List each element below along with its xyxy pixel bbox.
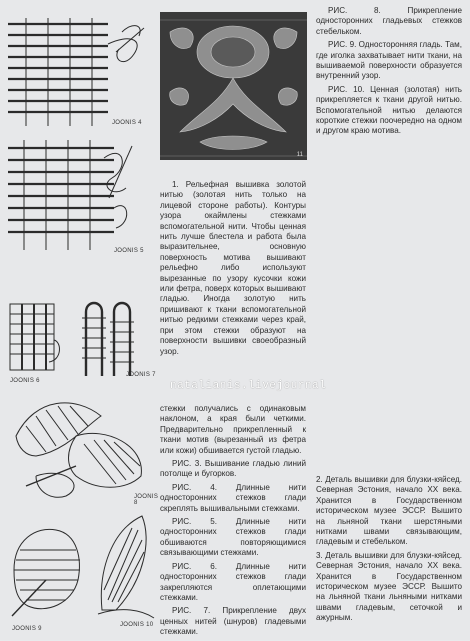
label-joonis-8: JOONIS 8 (134, 494, 159, 506)
figure-joonis-9 (6, 520, 86, 632)
caption-fig-3: РИС. 3. Вышивание гладью линий потолще и бугорков. (160, 459, 306, 479)
caption-fig-7: РИС. 7. Прикрепление двух ценных нитей (шнуров) гладевыми стежками. (160, 606, 306, 637)
label-joonis-6: JOONIS 6 (10, 378, 40, 384)
figure-joonis-7 (72, 296, 156, 382)
caption-fig-6: РИС. 6. Длинные нити односторонних стежков глади закрепляются оплетающими стежками. (160, 561, 306, 602)
right-column-bottom-text (316, 475, 462, 627)
figure-joonis-5 (4, 138, 154, 258)
right-column-top-text (316, 6, 462, 140)
caption-fig-5: РИС. 5. Длинные нити односторонних стежков глади обшиваются повторяющимися связывающими стежками. (160, 517, 306, 558)
watermark: natalianis.livejournal (170, 380, 327, 392)
label-joonis-4: JOONIS 4 (112, 120, 142, 126)
paragraph: 1. Рельефная вышивка золотой нитью (золотая нить только на лицевой стороне работы). Контуры узора окаймлены стежками вспомогательной нити. Чтобы ценная нить лучше блестела и работа была выразительнее, основную поверхность мотива вышивают рельефно либо используют вырезанные по узору кусочки кожи или фетра, поверх которых вышивают гладью. Иногда золотую нить пришивают к ткани вспомогательной нитью редкими стежками через край, при этом стежки образуют на поверхности вышивки своеобразный узор. (160, 180, 306, 356)
caption-fig-4: РИС. 4. Длинные нити односторонних стежков глади скреплять вышивальными стежками. (160, 482, 306, 513)
label-joonis-5: JOONIS 5 (114, 248, 144, 254)
caption-photo-2: 2. Деталь вышивки для блузки-кяйсед. Северная Эстония, начало XX века. Хранится в Государственном историческом музее ЭССР. Вышито на льняной ткани шерстяными нитками швами связывающим, гладевым и стебельком. (316, 475, 462, 547)
joonis-5-drawing (4, 138, 154, 258)
label-joonis-9: JOONIS 9 (12, 626, 42, 632)
joonis-10-drawing (92, 510, 160, 625)
middle-column-bottom-text (160, 404, 306, 641)
figure-joonis-8 (6, 396, 159, 506)
embroidery-photo (160, 12, 307, 160)
caption-fig-10: РИС. 10. Ценная (золотая) нить прикрепляется к ткани другой нитью. Вспомогательной нитью делаются короткие стежки поочередно на одном и другом краю мотива. (316, 84, 462, 136)
caption-photo-3: 3. Деталь вышивки для блузки-кяйсед. Северная Эстония, начало XX века. Хранится в Государственном историческом музее ЭССР. Вышито на льняной ткани льняными нитками швами гладевым, сеточкой и ажурным. (316, 550, 462, 623)
middle-column-top-text (160, 180, 306, 360)
figure-joonis-4 (4, 14, 154, 132)
photo-number: 11 (296, 152, 303, 158)
joonis-6-drawing (4, 300, 64, 382)
figure-joonis-10 (92, 510, 160, 628)
joonis-9-drawing (6, 520, 86, 625)
figure-joonis-6 (4, 300, 64, 382)
joonis-7-drawing (72, 296, 156, 382)
caption-fig-8: РИС. 8. Прикрепление односторонних гладьевых стежков стебельком. (316, 6, 462, 36)
joonis-8-drawing (6, 396, 159, 506)
label-joonis-7: JOONIS 7 (126, 372, 156, 378)
caption-fig-9: РИС. 9. Односторонняя гладь. Там, где иголка захватывает нити ткани, на вышиваемой поверхности образуется внутренний узор. (316, 40, 462, 81)
paragraph: стежки получались с одинаковым наклоном, а края были четкими. Предварительно прикрепленный к ткани мотив (вырезанный из фетра или кожи) обшивается густой гладью. (160, 404, 306, 455)
embroidery-photo-pattern (160, 12, 307, 160)
joonis-4-drawing (4, 14, 154, 132)
label-joonis-10: JOONIS 10 (120, 622, 154, 628)
